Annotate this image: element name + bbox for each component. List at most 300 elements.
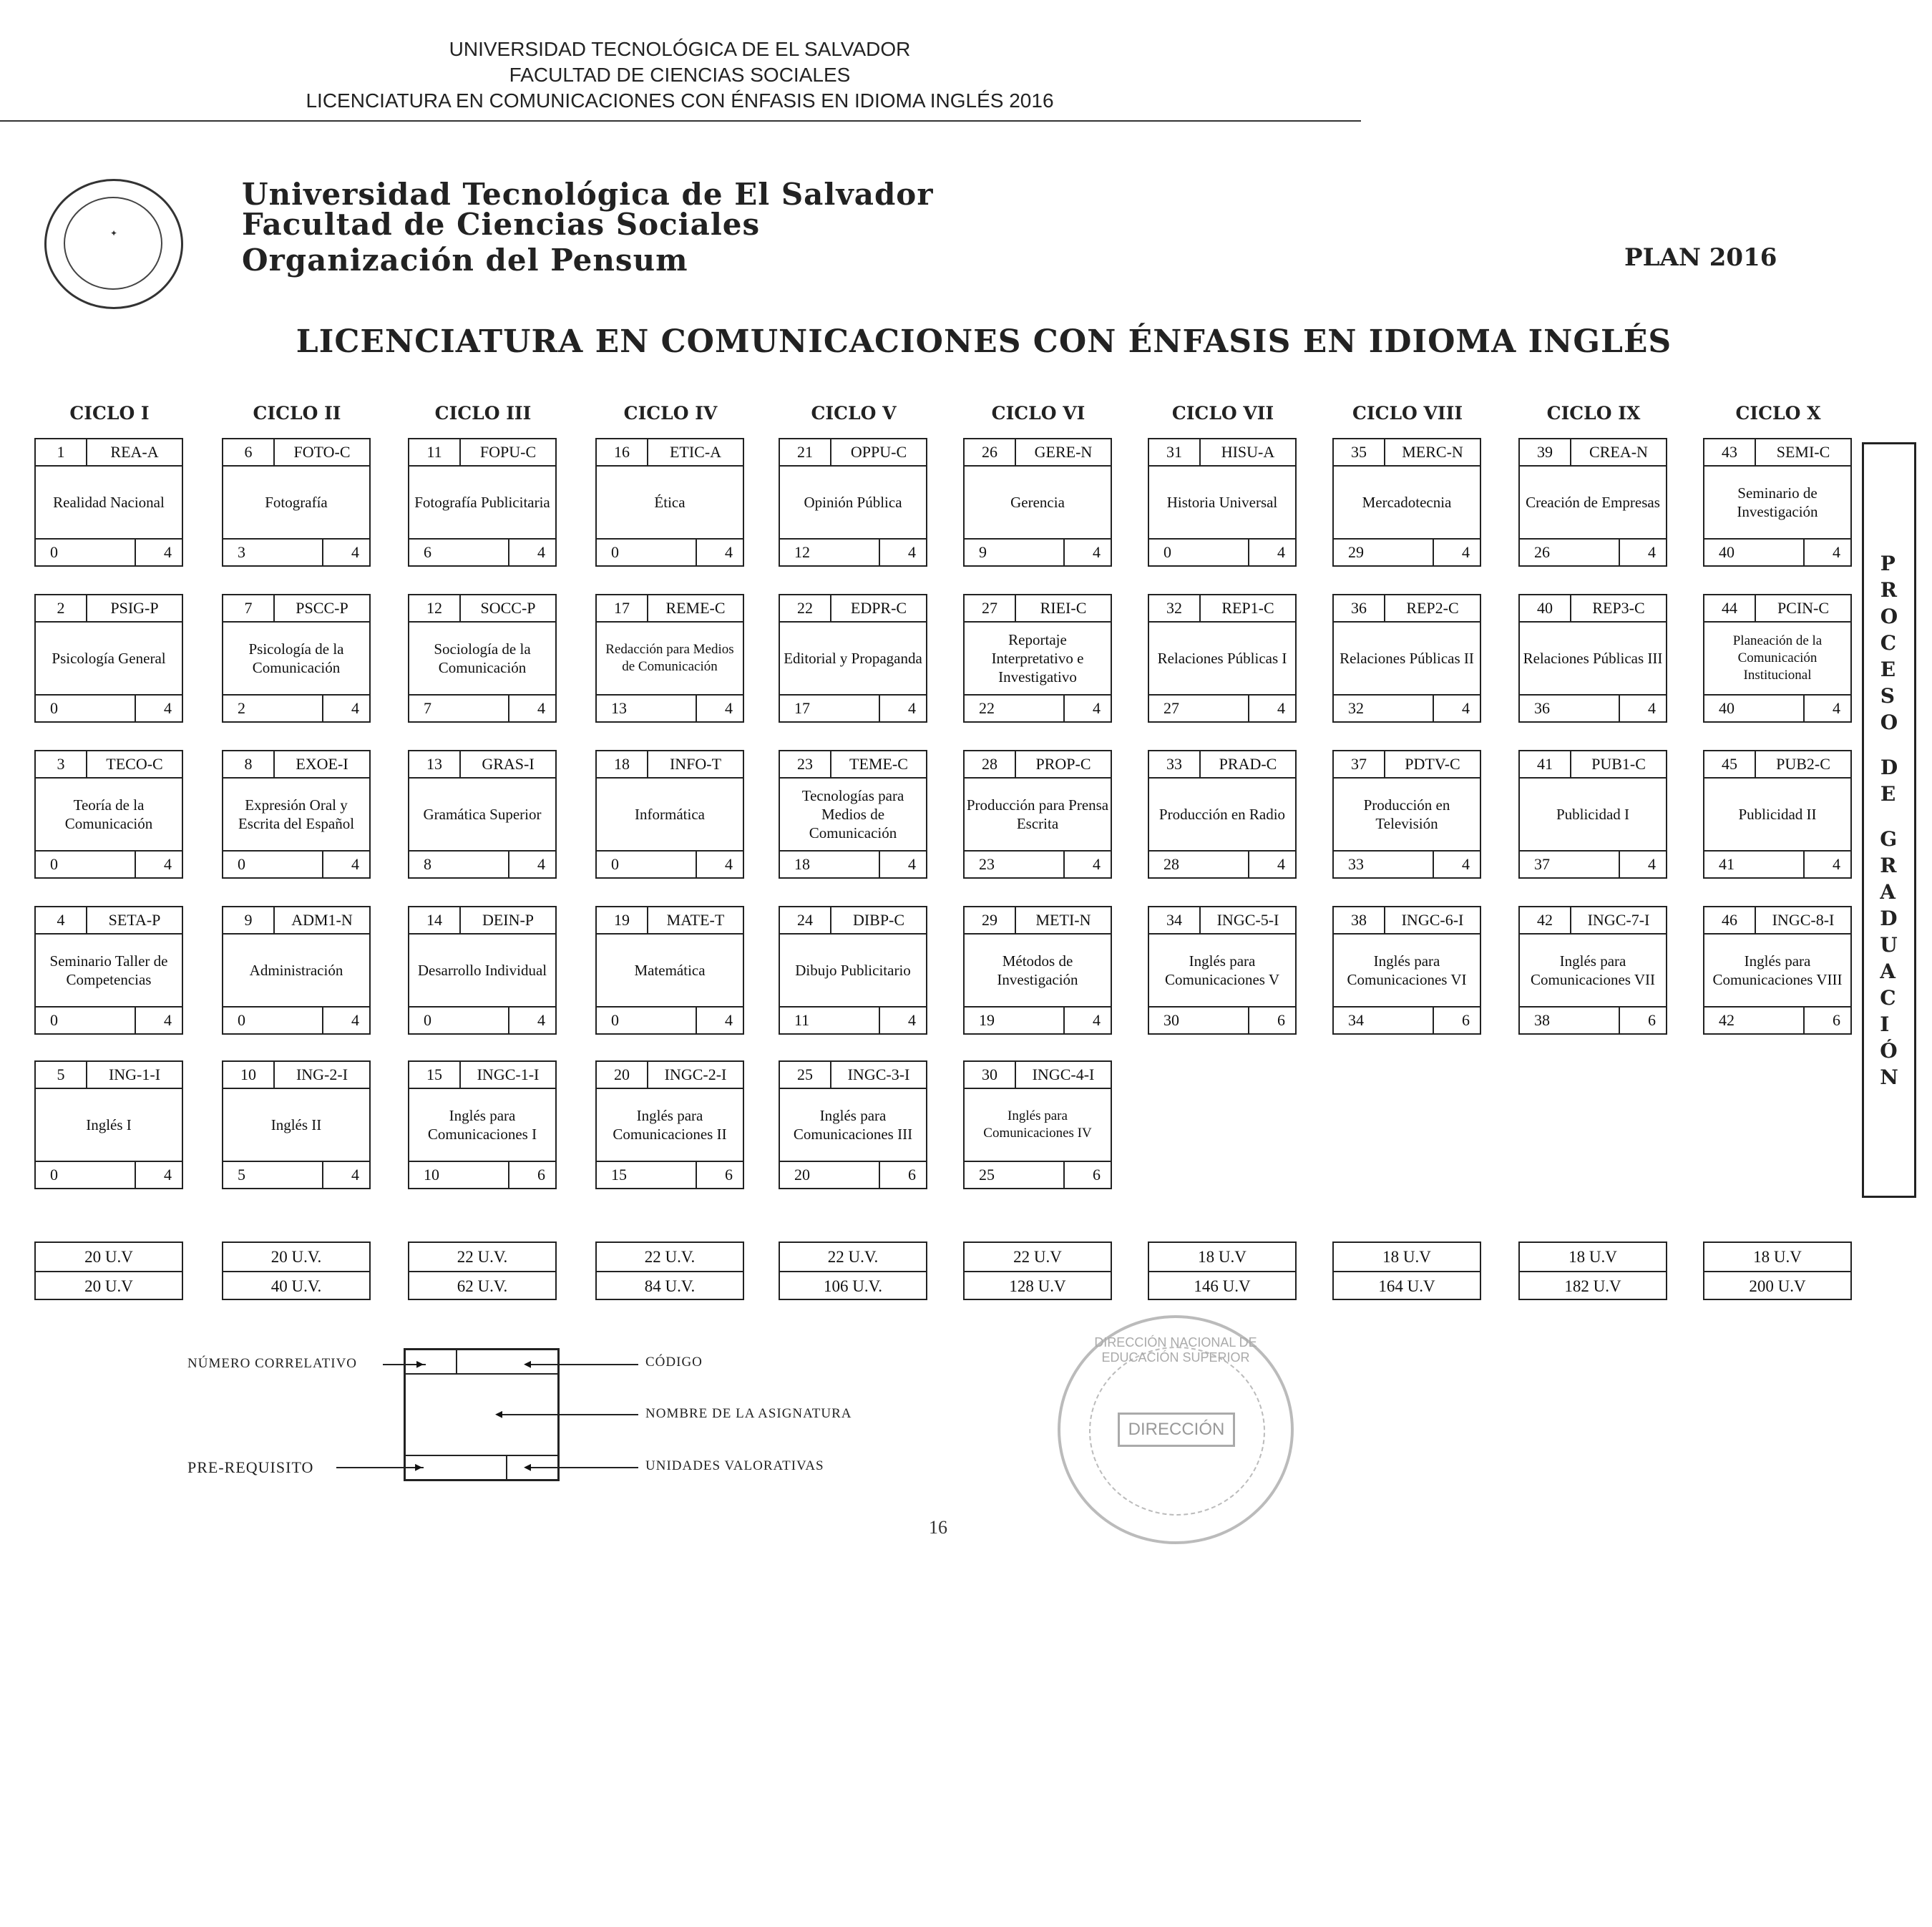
cycle-header: CICLO VIII <box>1352 403 1463 424</box>
subject-code: ADM1-N <box>275 907 369 935</box>
subject-name: Fotografía Publicitaria <box>414 494 550 511</box>
subject-uv: 4 <box>136 694 182 721</box>
cycle-uv-totals <box>222 1241 371 1300</box>
cycle-header: CICLO X <box>1735 403 1821 424</box>
subject-prerequisite: 13 <box>597 694 697 721</box>
subject-prerequisite: 0 <box>223 1006 323 1033</box>
subject-card <box>1703 906 1852 1035</box>
subject-uv: 4 <box>323 1161 369 1188</box>
subject-prerequisite: 37 <box>1520 850 1620 877</box>
subject-number: 29 <box>965 907 1016 935</box>
subject-name: Inglés para Comunicaciones III <box>793 1107 913 1143</box>
subject-card <box>1148 438 1297 567</box>
cycle-uv-totals <box>1518 1241 1667 1300</box>
subject-code: METI-N <box>1016 907 1111 935</box>
subject-uv: 4 <box>697 1006 743 1033</box>
subject-card <box>595 1060 744 1189</box>
subject-prerequisite: 33 <box>1334 850 1434 877</box>
subject-code: PCIN-C <box>1756 595 1850 623</box>
subject-number: 21 <box>780 439 831 467</box>
cycle-uv: 20 U.V. <box>223 1243 369 1272</box>
subject-name: Relaciones Públicas I <box>1157 650 1287 667</box>
subject-prerequisite: 38 <box>1520 1006 1620 1033</box>
subject-name: Opinión Pública <box>804 494 902 511</box>
subject-code: INGC-1-I <box>461 1062 555 1089</box>
subject-uv: 4 <box>880 850 926 877</box>
subject-name: Realidad Nacional <box>53 494 165 511</box>
subject-prerequisite: 40 <box>1704 538 1805 565</box>
subject-name: Publicidad II <box>1738 806 1817 823</box>
subject-prerequisite: 0 <box>597 850 697 877</box>
subject-uv: 6 <box>1805 1006 1850 1033</box>
subject-card <box>963 906 1112 1035</box>
subject-uv: 6 <box>1620 1006 1666 1033</box>
subject-number: 36 <box>1334 595 1385 623</box>
subject-card <box>1518 750 1667 879</box>
subject-prerequisite: 18 <box>780 850 880 877</box>
subject-code: RIEI-C <box>1016 595 1111 623</box>
subject-card <box>222 594 371 723</box>
subject-number: 41 <box>1520 751 1571 779</box>
subject-code: TECO-C <box>87 751 182 779</box>
cumulative-uv: 84 U.V. <box>644 1277 696 1295</box>
subject-card <box>34 906 183 1035</box>
arrow-right-icon: ▸ <box>415 1458 423 1475</box>
subject-name: Informática <box>635 806 705 823</box>
subject-name: Relaciones Públicas III <box>1523 650 1663 667</box>
doc-header-line2: FACULTAD DE CIENCIAS SOCIALES <box>509 64 851 86</box>
subject-card <box>963 438 1112 567</box>
subject-card <box>408 438 557 567</box>
subject-code: CREA-N <box>1571 439 1666 467</box>
subject-uv: 4 <box>880 694 926 721</box>
legend-num-label: NÚMERO CORRELATIVO <box>187 1356 358 1371</box>
subject-uv: 4 <box>136 1006 182 1033</box>
subject-number: 27 <box>965 595 1016 623</box>
career-title: LICENCIATURA EN COMUNICACIONES CON ÉNFASIS EN IDIOMA INGLÉS <box>296 323 1672 360</box>
subject-card <box>408 594 557 723</box>
subject-uv: 4 <box>509 1006 555 1033</box>
subject-code: PUB2-C <box>1756 751 1850 779</box>
subject-number: 30 <box>965 1062 1016 1089</box>
cumulative-uv: 106 U.V. <box>823 1277 882 1295</box>
subject-uv: 4 <box>1620 850 1666 877</box>
subject-code: PUB1-C <box>1571 751 1666 779</box>
subject-prerequisite: 0 <box>1149 538 1249 565</box>
subject-name: Inglés I <box>86 1116 132 1133</box>
subject-code: SOCC-P <box>461 595 555 623</box>
doc-header-line1: UNIVERSIDAD TECNOLÓGICA DE EL SALVADOR <box>449 38 911 60</box>
subject-number: 6 <box>223 439 275 467</box>
subject-prerequisite: 8 <box>409 850 509 877</box>
subject-name: Teoría de la Comunicación <box>64 796 153 832</box>
subject-name: Mercadotecnia <box>1362 494 1452 511</box>
subject-card <box>779 750 927 879</box>
subject-card <box>1148 906 1297 1035</box>
subject-uv: 4 <box>1805 694 1850 721</box>
subject-code: PROP-C <box>1016 751 1111 779</box>
subject-uv: 4 <box>697 694 743 721</box>
subject-prerequisite: 0 <box>597 538 697 565</box>
subject-uv: 4 <box>1065 1006 1111 1033</box>
subject-card <box>222 906 371 1035</box>
subject-uv: 4 <box>1434 538 1480 565</box>
subject-code: INGC-8-I <box>1756 907 1850 935</box>
subject-name: Producción en Radio <box>1158 806 1286 823</box>
subject-number: 43 <box>1704 439 1756 467</box>
cycle-uv: 22 U.V. <box>780 1243 926 1272</box>
subject-prerequisite: 28 <box>1149 850 1249 877</box>
subject-number: 45 <box>1704 751 1756 779</box>
subject-card <box>779 906 927 1035</box>
arrow-right-icon: ▸ <box>416 1355 424 1372</box>
subject-name: Psicología de la Comunicación <box>248 640 344 676</box>
subject-uv: 4 <box>1249 538 1295 565</box>
cumulative-uv: 62 U.V. <box>457 1277 508 1295</box>
subject-number: 16 <box>597 439 648 467</box>
subject-prerequisite: 0 <box>36 538 136 565</box>
subject-uv: 6 <box>697 1161 743 1188</box>
subject-code: REP1-C <box>1201 595 1295 623</box>
subject-number: 42 <box>1520 907 1571 935</box>
subject-number: 19 <box>597 907 648 935</box>
subject-card <box>963 594 1112 723</box>
subject-prerequisite: 0 <box>36 1006 136 1033</box>
subject-code: OPPU-C <box>831 439 926 467</box>
subject-code: MERC-N <box>1385 439 1480 467</box>
subject-card <box>408 750 557 879</box>
header-rule <box>0 120 1361 122</box>
graduation-word: P R O C E S O <box>1880 551 1898 734</box>
subject-uv: 6 <box>1434 1006 1480 1033</box>
subject-card <box>595 906 744 1035</box>
subject-name: Reportaje Interpretativo e Investigativo <box>991 631 1084 686</box>
subject-number: 9 <box>223 907 275 935</box>
subject-number: 17 <box>597 595 648 623</box>
subject-card <box>1332 438 1481 567</box>
subject-card <box>34 438 183 567</box>
subject-uv: 4 <box>1434 694 1480 721</box>
subject-uv: 6 <box>880 1161 926 1188</box>
subject-uv: 4 <box>136 1161 182 1188</box>
cycle-header: CICLO V <box>811 403 897 424</box>
subject-code: REP2-C <box>1385 595 1480 623</box>
subject-code: REA-A <box>87 439 182 467</box>
subject-uv: 4 <box>697 850 743 877</box>
subject-code: REME-C <box>648 595 743 623</box>
subject-code: EDPR-C <box>831 595 926 623</box>
subject-uv: 4 <box>323 538 369 565</box>
plan-label: PLAN 2016 <box>1624 243 1777 272</box>
subject-number: 18 <box>597 751 648 779</box>
subject-card <box>595 750 744 879</box>
subject-card <box>779 1060 927 1189</box>
subject-code: INFO-T <box>648 751 743 779</box>
subject-number: 7 <box>223 595 275 623</box>
subject-prerequisite: 40 <box>1704 694 1805 721</box>
subject-prerequisite: 12 <box>780 538 880 565</box>
subject-card <box>408 906 557 1035</box>
subject-prerequisite: 10 <box>409 1161 509 1188</box>
subject-prerequisite: 32 <box>1334 694 1434 721</box>
cycle-uv: 18 U.V <box>1704 1243 1850 1272</box>
subject-name: Planeación de la Comunicación Institucional <box>1732 633 1823 683</box>
legend-pre-label: PRE-REQUISITO <box>187 1458 314 1476</box>
subject-number: 39 <box>1520 439 1571 467</box>
subject-uv: 4 <box>880 538 926 565</box>
subject-card <box>1148 750 1297 879</box>
subject-number: 14 <box>409 907 461 935</box>
subject-uv: 4 <box>880 1006 926 1033</box>
subject-number: 34 <box>1149 907 1201 935</box>
graduation-word: D E <box>1880 755 1898 806</box>
subject-number: 3 <box>36 751 87 779</box>
subject-card <box>34 594 183 723</box>
subject-code: PSIG-P <box>87 595 182 623</box>
subject-code: INGC-7-I <box>1571 907 1666 935</box>
subject-code: EXOE-I <box>275 751 369 779</box>
graduation-process-box <box>1862 442 1916 1198</box>
legend-code-label: CÓDIGO <box>645 1355 703 1370</box>
subject-code: INGC-2-I <box>648 1062 743 1089</box>
subject-prerequisite: 0 <box>597 1006 697 1033</box>
subject-card <box>1148 594 1297 723</box>
subject-card <box>595 438 744 567</box>
subject-number: 1 <box>36 439 87 467</box>
subject-code: PRAD-C <box>1201 751 1295 779</box>
subject-uv: 4 <box>1620 694 1666 721</box>
subject-number: 15 <box>409 1062 461 1089</box>
page-number: 16 <box>929 1517 947 1538</box>
subject-card <box>34 1060 183 1189</box>
cumulative-uv: 128 U.V <box>1009 1277 1066 1295</box>
subject-prerequisite: 11 <box>780 1006 880 1033</box>
subject-code: PSCC-P <box>275 595 369 623</box>
subject-prerequisite: 36 <box>1520 694 1620 721</box>
subject-name: Inglés II <box>270 1116 322 1133</box>
subject-card <box>963 1060 1112 1189</box>
subject-uv: 4 <box>1065 538 1111 565</box>
subject-name: Relaciones Públicas II <box>1340 650 1474 667</box>
subject-name: Métodos de Investigación <box>997 952 1078 988</box>
subject-number: 8 <box>223 751 275 779</box>
cycle-uv: 22 U.V <box>965 1243 1111 1272</box>
subject-name: Inglés para Comunicaciones IV <box>983 1108 1092 1141</box>
subject-name: Inglés para Comunicaciones VII <box>1531 952 1655 988</box>
subject-code: DIBP-C <box>831 907 926 935</box>
subject-number: 46 <box>1704 907 1756 935</box>
subject-code: FOTO-C <box>275 439 369 467</box>
subject-number: 20 <box>597 1062 648 1089</box>
subject-uv: 4 <box>509 538 555 565</box>
doc-header-line3: LICENCIATURA EN COMUNICACIONES CON ÉNFASIS EN IDIOMA INGLÉS 2016 <box>306 89 1054 112</box>
subject-uv: 6 <box>1249 1006 1295 1033</box>
subject-prerequisite: 15 <box>597 1161 697 1188</box>
cumulative-uv: 146 U.V <box>1194 1277 1251 1295</box>
subject-uv: 4 <box>1805 538 1850 565</box>
letterhead-subtitle: Organización del Pensum <box>242 243 688 278</box>
cycle-uv-totals <box>595 1241 744 1300</box>
subject-code: TEME-C <box>831 751 926 779</box>
subject-uv: 4 <box>1249 850 1295 877</box>
subject-prerequisite: 19 <box>965 1006 1065 1033</box>
subject-code: SETA-P <box>87 907 182 935</box>
cycle-uv: 18 U.V <box>1520 1243 1666 1272</box>
subject-number: 11 <box>409 439 461 467</box>
subject-card <box>1332 750 1481 879</box>
cycle-header: CICLO II <box>253 403 341 424</box>
subject-number: 2 <box>36 595 87 623</box>
subject-uv: 4 <box>323 1006 369 1033</box>
subject-prerequisite: 6 <box>409 538 509 565</box>
subject-name: Expresión Oral y Escrita del Español <box>238 796 355 832</box>
subject-uv: 4 <box>136 538 182 565</box>
subject-card <box>1518 594 1667 723</box>
subject-uv: 4 <box>323 694 369 721</box>
cumulative-uv: 40 U.V. <box>270 1277 322 1295</box>
subject-uv: 4 <box>323 850 369 877</box>
subject-name: Gramática Superior <box>423 806 542 823</box>
subject-prerequisite: 27 <box>1149 694 1249 721</box>
cycle-uv-totals <box>963 1241 1112 1300</box>
cycle-header: CICLO III <box>434 403 532 424</box>
subject-uv: 4 <box>1065 850 1111 877</box>
university-seal-icon: ✦ <box>44 179 183 309</box>
subject-code: DEIN-P <box>461 907 555 935</box>
subject-prerequisite: 20 <box>780 1161 880 1188</box>
cycle-uv: 22 U.V. <box>409 1243 555 1272</box>
graduation-word: G R A D U A C I Ó N <box>1880 826 1898 1089</box>
subject-code: ING-1-I <box>87 1062 182 1089</box>
subject-name: Editorial y Propaganda <box>784 650 922 667</box>
cumulative-uv: 200 U.V <box>1749 1277 1806 1295</box>
subject-card <box>34 750 183 879</box>
cycle-uv: 18 U.V <box>1149 1243 1295 1272</box>
subject-prerequisite: 0 <box>36 694 136 721</box>
subject-card <box>963 750 1112 879</box>
subject-uv: 4 <box>1805 850 1850 877</box>
subject-name: Producción para Prensa Escrita <box>966 796 1109 832</box>
subject-prerequisite: 3 <box>223 538 323 565</box>
subject-number: 33 <box>1149 751 1201 779</box>
subject-number: 22 <box>780 595 831 623</box>
subject-uv: 4 <box>509 850 555 877</box>
subject-number: 35 <box>1334 439 1385 467</box>
subject-number: 5 <box>36 1062 87 1089</box>
subject-code: HISU-A <box>1201 439 1295 467</box>
subject-prerequisite: 23 <box>965 850 1065 877</box>
subject-number: 25 <box>780 1062 831 1089</box>
arrow-left-icon: ◂ <box>524 1355 532 1372</box>
subject-card <box>1332 906 1481 1035</box>
arrow-left-icon: ◂ <box>495 1405 503 1422</box>
subject-number: 13 <box>409 751 461 779</box>
subject-prerequisite: 29 <box>1334 538 1434 565</box>
subject-uv: 6 <box>1065 1161 1111 1188</box>
subject-name: Tecnologías para Medios de Comunicación <box>801 787 904 841</box>
cumulative-uv: 182 U.V <box>1564 1277 1621 1295</box>
subject-uv: 4 <box>697 538 743 565</box>
subject-uv: 4 <box>1249 694 1295 721</box>
subject-number: 38 <box>1334 907 1385 935</box>
subject-number: 44 <box>1704 595 1756 623</box>
subject-number: 37 <box>1334 751 1385 779</box>
subject-name: Inglés para Comunicaciones VIII <box>1712 952 1843 988</box>
cycle-uv-totals <box>408 1241 557 1300</box>
subject-code: ING-2-I <box>275 1062 369 1089</box>
cycle-uv: 18 U.V <box>1334 1243 1480 1272</box>
subject-card <box>1703 438 1852 567</box>
subject-number: 28 <box>965 751 1016 779</box>
subject-name: Inglés para Comunicaciones V <box>1164 952 1279 988</box>
subject-number: 40 <box>1520 595 1571 623</box>
subject-prerequisite: 17 <box>780 694 880 721</box>
subject-name: Dibujo Publicitario <box>795 962 911 979</box>
subject-name: Fotografía <box>265 494 328 511</box>
cycle-header: CICLO IV <box>623 403 718 424</box>
cycle-header: CICLO I <box>69 403 150 424</box>
subject-card <box>222 438 371 567</box>
subject-card <box>1703 750 1852 879</box>
official-stamp: DIRECCIÓN NACIONAL DE EDUCACIÓN SUPERIOR DIRECCIÓN <box>1058 1315 1294 1544</box>
subject-number: 24 <box>780 907 831 935</box>
subject-name: Publicidad I <box>1556 806 1630 823</box>
subject-uv: 4 <box>1065 694 1111 721</box>
subject-code: REP3-C <box>1571 595 1666 623</box>
subject-name: Matemática <box>634 962 706 979</box>
subject-prerequisite: 0 <box>36 850 136 877</box>
subject-name: Psicología General <box>52 650 166 667</box>
cycle-uv-totals <box>1332 1241 1481 1300</box>
subject-prerequisite: 0 <box>223 850 323 877</box>
subject-number: 10 <box>223 1062 275 1089</box>
subject-prerequisite: 0 <box>36 1161 136 1188</box>
subject-card <box>222 1060 371 1189</box>
cumulative-uv: 164 U.V <box>1378 1277 1435 1295</box>
cycle-uv: 20 U.V <box>36 1243 182 1272</box>
subject-name: Redacción para Medios de Comunicación <box>605 642 734 674</box>
subject-code: INGC-5-I <box>1201 907 1295 935</box>
subject-prerequisite: 25 <box>965 1161 1065 1188</box>
subject-name: Producción en Televisión <box>1363 796 1450 832</box>
subject-prerequisite: 0 <box>409 1006 509 1033</box>
subject-name: Inglés para Comunicaciones VI <box>1347 952 1467 988</box>
subject-number: 31 <box>1149 439 1201 467</box>
legend-uv-label: UNIDADES VALORATIVAS <box>645 1458 824 1473</box>
subject-card <box>1332 594 1481 723</box>
cycle-uv-totals <box>1703 1241 1852 1300</box>
subject-number: 4 <box>36 907 87 935</box>
subject-name: Ética <box>654 494 686 511</box>
subject-card <box>222 750 371 879</box>
cycle-header: CICLO IX <box>1546 403 1641 424</box>
subject-number: 32 <box>1149 595 1201 623</box>
subject-prerequisite: 30 <box>1149 1006 1249 1033</box>
subject-code: PDTV-C <box>1385 751 1480 779</box>
subject-card <box>1518 906 1667 1035</box>
subject-card <box>1703 594 1852 723</box>
cumulative-uv: 20 U.V <box>84 1277 133 1295</box>
subject-name: Gerencia <box>1010 494 1065 511</box>
subject-prerequisite: 41 <box>1704 850 1805 877</box>
subject-card <box>1518 438 1667 567</box>
subject-card <box>779 594 927 723</box>
subject-name: Creación de Empresas <box>1526 494 1660 511</box>
subject-uv: 4 <box>1434 850 1480 877</box>
arrow-left-icon: ◂ <box>524 1458 532 1475</box>
subject-name: Inglés para Comunicaciones II <box>613 1107 727 1143</box>
cycle-uv-totals <box>1148 1241 1297 1300</box>
